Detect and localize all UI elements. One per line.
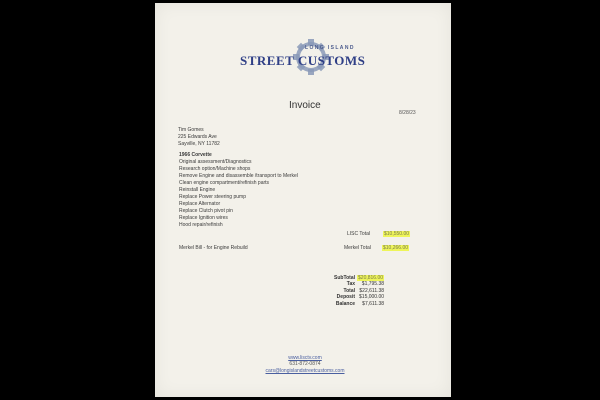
line-items xyxy=(179,152,298,229)
customer-name: Tim Gomes xyxy=(178,127,204,133)
total-label: Total xyxy=(343,287,356,294)
customer-address xyxy=(178,127,220,148)
list-item: Research option/Machine shops xyxy=(179,166,251,172)
total-value: $22,611.38 xyxy=(359,287,385,294)
subtotal-value: $20,816.00 xyxy=(358,275,384,281)
list-item: Hood repair/refinish xyxy=(179,222,223,228)
invoice-paper xyxy=(155,3,451,397)
merkel-total-value: $10,266.00 xyxy=(383,245,409,251)
deposit-value: $15,000.00 xyxy=(359,294,385,301)
list-item: Reinstall Engine xyxy=(179,187,216,193)
table-row xyxy=(333,301,385,307)
brand-tagline: LONG ISLAND xyxy=(305,45,355,51)
customer-street: 225 Edwards Ave xyxy=(178,134,217,140)
list-item: Clean engine compartment/refinish parts xyxy=(179,180,270,186)
list-item: Replace Clutch pivot pin xyxy=(179,208,233,214)
phone-number: 631-872-0874 xyxy=(289,361,321,368)
table-row xyxy=(333,294,385,300)
list-item: Remove Engine and disassemble /transport to Merkel xyxy=(179,173,298,179)
balance-label: Balance xyxy=(335,300,356,307)
merkel-total-label: Merkel Total xyxy=(344,245,371,251)
email-link[interactable]: cars@longislandstreetcustoms.com xyxy=(265,367,345,374)
deposit-label: Deposit xyxy=(336,294,356,301)
customer-city: Sayville, NY 11782 xyxy=(178,141,220,147)
lisc-total-label: LISC Total xyxy=(347,231,370,237)
lisc-total-value: $10,550.00 xyxy=(384,231,410,237)
list-item: Original assessment/Diagnostics xyxy=(179,159,252,165)
website-link[interactable]: www.lisctv.com xyxy=(288,355,322,361)
list-item: Replace Power steering pump xyxy=(179,194,246,200)
footer-contact xyxy=(255,355,355,374)
brand-name: STREET CUSTOMS xyxy=(240,53,366,68)
totals-table xyxy=(333,275,385,307)
list-item: 1966 Corvette xyxy=(179,152,212,158)
subtotal-label: SubTotal xyxy=(334,275,356,281)
list-item: Replace Ignition wires xyxy=(179,215,228,221)
list-item: Replace Alternator xyxy=(179,201,221,207)
tax-label: Tax xyxy=(346,281,356,288)
invoice-title: Invoice xyxy=(289,100,321,111)
balance-value: $7,611.38 xyxy=(362,300,385,307)
tax-value: $1,795.38 xyxy=(361,281,385,288)
merkel-description: Merkel Bill - for Engine Rebuild xyxy=(179,245,248,251)
invoice-date: 8/28/23 xyxy=(399,110,416,116)
